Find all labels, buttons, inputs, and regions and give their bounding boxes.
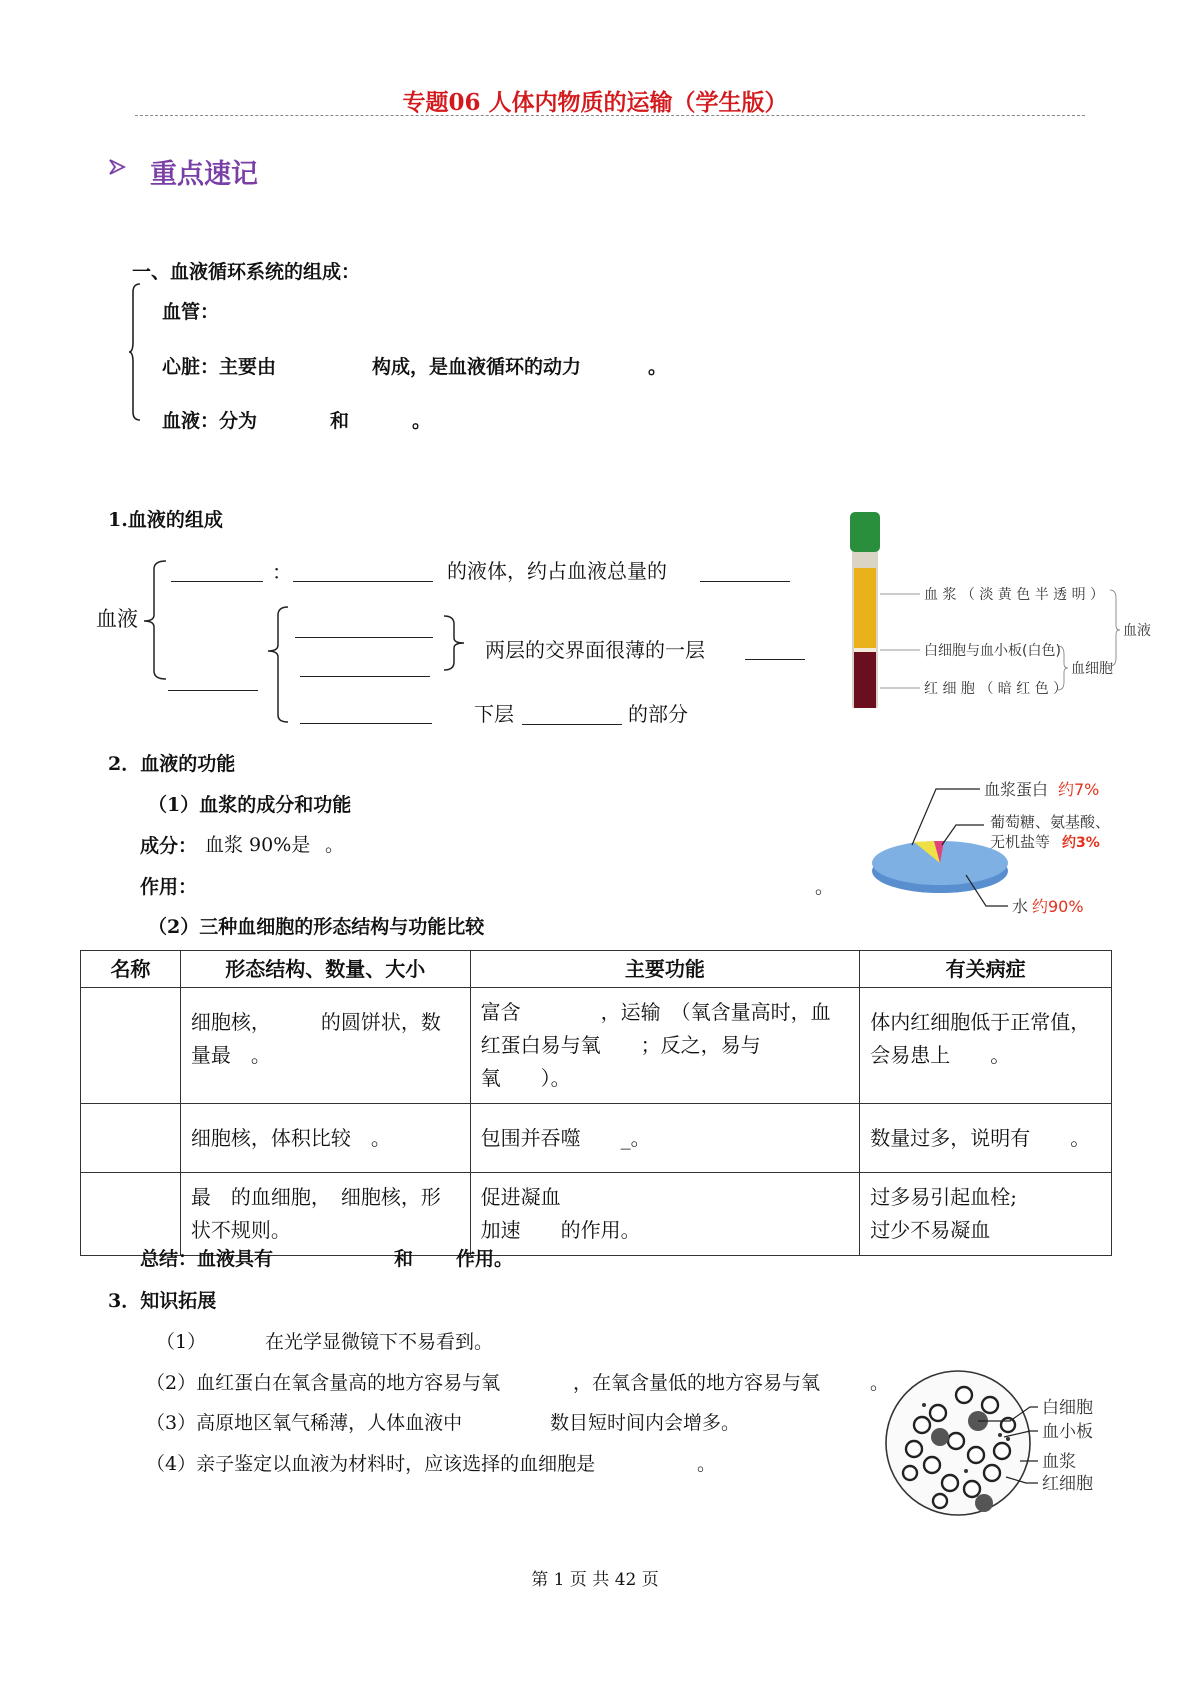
microscope-figure: [880, 1365, 1140, 1525]
blank-rbc: [300, 723, 432, 724]
pie-water-label: 水: [1012, 897, 1029, 916]
blood-composition-heading: 1.血液的组成: [108, 509, 223, 531]
role-label: 作用：: [140, 876, 198, 898]
row-structure-cell: 细胞核，体积比较 。: [180, 1104, 470, 1173]
tube-wbc-label: 白细胞与血小板(白色): [924, 643, 1061, 659]
extend-item-1a: （1）: [156, 1331, 207, 1353]
composition-label: 成分：: [140, 835, 198, 857]
blank-platelet: [300, 676, 430, 677]
composition-end: 。: [325, 834, 345, 856]
summary-a: 总结：血液具有: [140, 1248, 274, 1270]
row-name-cell: [81, 1104, 181, 1173]
tube-cells-label: 血细胞: [1071, 661, 1113, 677]
tube-cap: [850, 512, 880, 552]
lower-layer-desc: 的部分: [628, 702, 688, 726]
tube-rbc-layer: [854, 652, 876, 708]
colon: ：: [272, 560, 292, 584]
pie-protein-pct: 约7%: [1058, 780, 1100, 799]
pie-other-label-b: 无机盐等: [990, 833, 1051, 851]
title-divider: [135, 115, 1085, 116]
section-title: 重点速记: [150, 159, 258, 190]
row-structure-cell: 最 的血细胞， 细胞核，形状不规则。: [180, 1173, 470, 1256]
tube-plasma-layer: [854, 568, 876, 648]
section-arrow-icon: [108, 158, 126, 176]
micro-plasma-label: 血浆: [1042, 1452, 1076, 1472]
cells-subheading: （2）三种血细胞的形态结构与功能比较: [148, 916, 485, 938]
extend-item-3a: （3）高原地区氧气稀薄，人体血液中: [146, 1412, 463, 1434]
header-function: 主要功能: [470, 951, 860, 988]
blank-wbc: [295, 637, 433, 638]
left-brace: [128, 282, 144, 422]
blank-plasma-desc: [293, 581, 433, 582]
header-structure: 形态结构、数量、大小: [180, 951, 470, 988]
extend-item-4a: （4）亲子鉴定以血液为材料时，应该选择的血细胞是: [146, 1453, 596, 1475]
pie-water-pct: 约90%: [1032, 897, 1084, 916]
interface-desc: 两层的交界面很薄的一层: [485, 638, 705, 662]
plasma-desc: 的液体，约占血液总量的: [447, 559, 667, 583]
blank-plasma: [171, 581, 263, 582]
page-title: 专题06 人体内物质的运输（学生版）: [402, 89, 788, 116]
extend-item-2b: ，在氧含量低的地方容易与氧: [573, 1372, 821, 1394]
header-name: 名称: [81, 951, 181, 988]
blood-tube-figure: [840, 508, 1151, 713]
heart-text-b: 构成，是血液循环的动力: [372, 356, 582, 378]
tube-buffy-layer: [854, 648, 876, 652]
micro-platelet-label: 血小板: [1042, 1422, 1093, 1442]
tube-blood-label: 血液: [1123, 623, 1151, 639]
micro-rbc-label: 红细胞: [1042, 1474, 1093, 1494]
row-disease-cell: 体内红细胞低于正常值，会易患上 。: [860, 988, 1112, 1104]
extend-item-3b: 数目短时间内会增多。: [550, 1412, 741, 1434]
blank-interface: [745, 659, 805, 660]
blood-cell-table: [80, 950, 1112, 1256]
extend-item-2c: 。: [870, 1372, 890, 1394]
row-structure-cell: 细胞核， 的圆饼状，数量最 。: [180, 988, 470, 1104]
vessel-label: 血管：: [162, 301, 220, 323]
summary-b: 和: [394, 1248, 414, 1270]
pie-other-pct: 约3%: [1062, 835, 1100, 851]
role-end: 。: [815, 876, 835, 898]
blank-lower-layer: [522, 724, 622, 725]
pie-other-label-a: 葡萄糖、氨基酸、: [990, 813, 1111, 831]
lower-layer-label: 下层: [474, 702, 514, 726]
circulation-heading: 一、血液循环系统的组成：: [132, 261, 361, 283]
blood-root-label: 血液: [96, 607, 138, 631]
function-heading: 2．血液的功能: [108, 753, 236, 775]
plasma-subheading: （1）血浆的成分和功能: [148, 794, 352, 816]
extend-item-1b: 在光学显微镜下不易看到。: [265, 1331, 494, 1353]
heart-text-c: 。: [648, 356, 668, 378]
extend-item-2a: （2）血红蛋白在氧含量高的地方容易与氧: [146, 1372, 501, 1394]
row-disease-cell: 数量过多，说明有 。: [860, 1104, 1112, 1173]
pie-protein-label: 血浆蛋白: [984, 780, 1049, 799]
blood-text-b: 和: [330, 410, 350, 432]
extend-heading: 3．知识拓展: [108, 1290, 217, 1312]
heart-text-a: 心脏：主要由: [162, 356, 277, 378]
row-function-cell: 包围并吞噬 _。: [470, 1104, 860, 1173]
summary-c: 作用。: [456, 1248, 514, 1270]
table-header-row: [81, 951, 1112, 988]
row-disease-cell: 过多易引起血栓; 过少不易凝血: [860, 1173, 1112, 1256]
plasma-pie-figure: [860, 775, 1120, 925]
row-function-cell: 富含 ，运输 （氧含量高时，血红蛋白易与氧 ；反之，易与氧 ）。: [470, 988, 860, 1104]
tube-rbc-label: 红 细 胞 （ 暗 红 色 ）: [924, 681, 1068, 697]
blank-plasma-pct: [700, 581, 790, 582]
extend-item-4b: 。: [697, 1453, 717, 1475]
table-row: [81, 988, 1112, 1104]
blank-blood-cells: [168, 690, 258, 691]
row-name-cell: [81, 988, 181, 1104]
blood-text-c: 。: [412, 410, 432, 432]
blood-text-a: 血液：分为: [162, 410, 258, 432]
tube-plasma-label: 血 浆 （ 淡 黄 色 半 透 明 ）: [924, 587, 1105, 603]
header-disease: 有关病症: [860, 951, 1112, 988]
right-brace: [440, 612, 468, 674]
table-row: [81, 1104, 1112, 1173]
row-function-cell: 促进凝血 加速 的作用。: [470, 1173, 860, 1256]
micro-wbc-label: 白细胞: [1042, 1398, 1093, 1418]
page-footer: 第 1 页 共 42 页: [531, 1570, 659, 1590]
composition-text: 血浆 90%是: [205, 834, 311, 856]
